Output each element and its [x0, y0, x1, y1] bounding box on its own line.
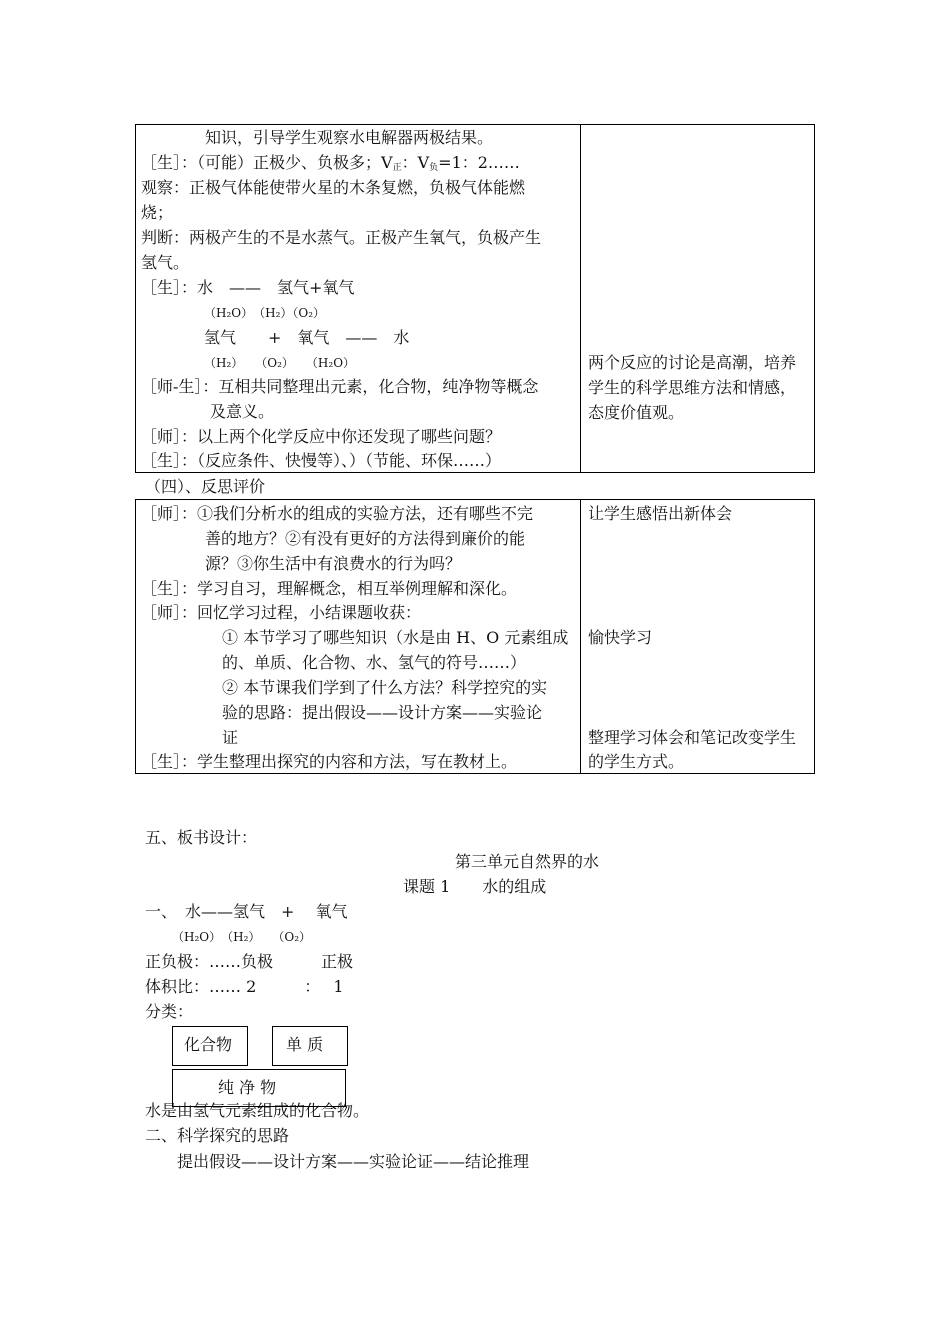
board-line: 二、科学探究的思路 — [145, 1126, 290, 1145]
board-formula-line: （H₂O） （H₂） （O₂） — [172, 930, 312, 944]
compound-label: 化合物 — [184, 1035, 233, 1054]
table1-line: ［生］：（反应条件、快慢等）、）（节能、环保……） — [141, 451, 502, 470]
table2-right-line: 愉快学习 — [588, 628, 653, 647]
table1-line: 判断：两极产生的不是水蒸气。正极产生氧气，负极产生 — [141, 228, 542, 247]
table1-right-line: 两个反应的讨论是高潮，培养 — [588, 353, 797, 372]
table1-line: 氢气 + 氧气 —— 水 — [204, 328, 410, 347]
table2-line: 善的地方？②有没有更好的方法得到廉价的能 — [205, 529, 526, 548]
board-line: 水是由氢气元素组成的化合物。 — [145, 1101, 370, 1120]
board-line: 一、 水——氢气 + 氧气 — [145, 902, 348, 921]
table1-line: 烧； — [141, 203, 174, 222]
table1-line: 观察：正极气体能使带火星的木条复燃，负极气体能燃 — [141, 178, 526, 197]
table2-line: ② 本节课我们学到了什么方法？科学控究的实 — [222, 678, 548, 697]
table1-line: ［师-生］：互相共同整理出元素，化合物，纯净物等概念 — [141, 377, 539, 396]
table1-line: 知识，引导学生观察水电解器两极结果。 — [205, 128, 494, 147]
board-line: 体积比：…… 2 ： 1 — [145, 977, 344, 996]
board-title: 第三单元自然界的水 — [455, 852, 600, 871]
table2-line: 验的思路：提出假设——设计方案——实验论 — [222, 703, 543, 722]
table1-line: ［生］：水 —— 氢气+氧气 — [141, 278, 355, 297]
table1-line: 氢气。 — [141, 253, 190, 272]
board-line: 提出假设——设计方案——实验论证——结论推理 — [177, 1152, 530, 1171]
table2-line: ［生］：学习自习，理解概念，相互举例理解和深化。 — [141, 579, 518, 598]
board-subtitle: 课题 1 水的组成 — [403, 877, 547, 896]
board-line: 分类： — [145, 1002, 194, 1021]
table1-formula-line: （H₂O） （H₂）（O₂） — [204, 306, 326, 320]
board-heading: 五、板书设计： — [145, 828, 258, 847]
compound-box — [172, 1026, 248, 1066]
table1-right-line: 态度价值观。 — [588, 403, 685, 422]
table2-line: 源？③你生活中有浪费水的行为吗？ — [205, 554, 462, 573]
table2-line: 的、单质、化合物、水、氢气的符号……） — [222, 653, 527, 672]
table2-line: ［生］：学生整理出探究的内容和方法，写在教材上。 — [141, 752, 518, 771]
element-box — [272, 1026, 348, 1066]
table2-line: ［师］：回忆学习过程，小结课题收获： — [141, 603, 422, 622]
table1-left-cell — [136, 125, 581, 472]
section-heading: （四）、反思评价 — [145, 477, 266, 496]
element-label: 单 质 — [286, 1035, 324, 1054]
board-line: 正负极：……负极 正极 — [145, 952, 354, 971]
table1-line: ［师］：以上两个化学反应中你还发现了哪些问题？ — [141, 427, 502, 446]
lesson-table-2 — [135, 499, 815, 774]
table2-left-cell — [136, 500, 581, 773]
table1-line: 及意义。 — [210, 402, 275, 421]
table1-line: ［生］：（可能）正极少、负极多；$V_正$：$V_负=1$：2…… — [141, 153, 520, 173]
table2-line: 证 — [222, 728, 239, 747]
table1-right-line: 学生的科学思维方法和情感， — [588, 378, 797, 397]
table2-line: ［师］：①我们分析水的组成的实验方法，还有哪些不完 — [141, 504, 534, 523]
table2-right-line: 整理学习体会和笔记改变学生 — [588, 728, 797, 747]
pure-substance-label: 纯 净 物 — [218, 1078, 277, 1097]
table2-right-line: 让学生感悟出新体会 — [588, 504, 733, 523]
lesson-table-1 — [135, 124, 815, 473]
pure-substance-box — [172, 1069, 346, 1107]
table2-line: ① 本节学习了哪些知识（水是由 H、O 元素组成 — [222, 628, 569, 647]
table2-right-line: 的学生方式。 — [588, 752, 685, 771]
table1-formula-line: （H₂） （O₂） （H₂O） — [204, 356, 356, 370]
